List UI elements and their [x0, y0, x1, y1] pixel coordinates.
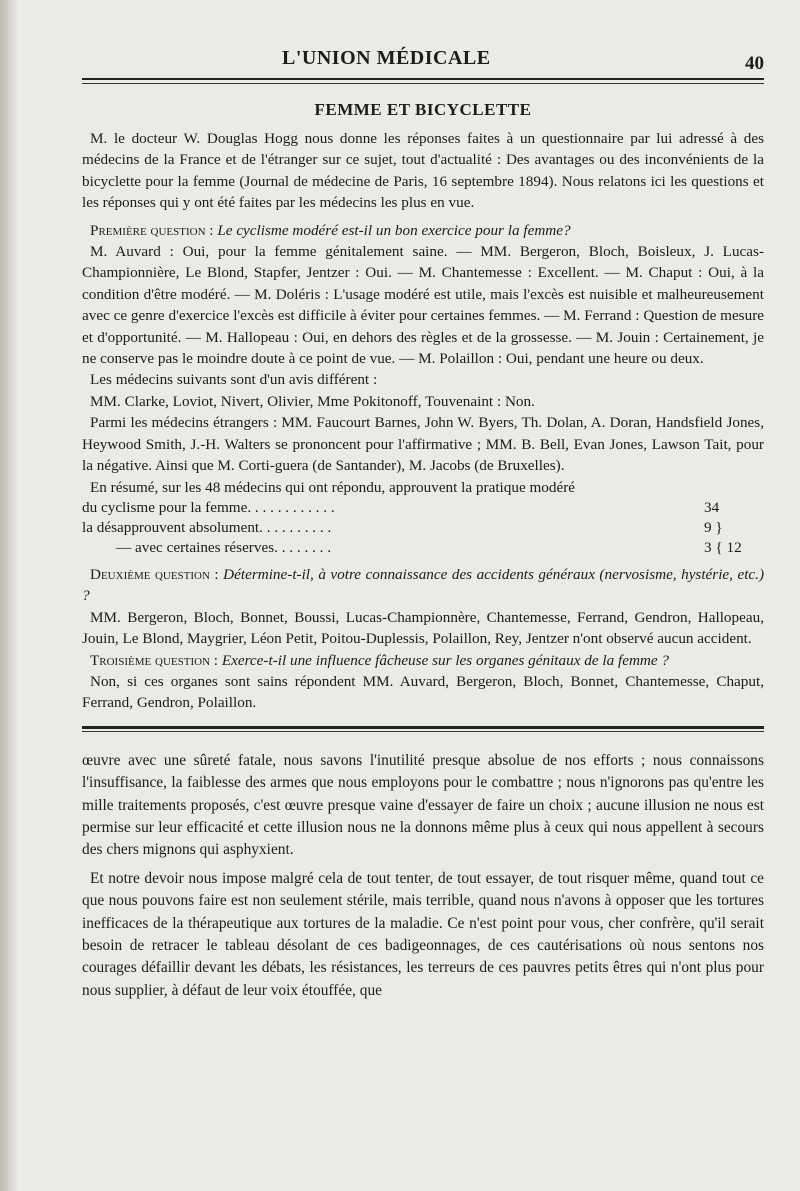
question-1 — [82, 220, 764, 241]
question-3-label: Troisième question : — [90, 651, 219, 669]
question-1-answers: M. Auvard : Oui, pour la femme génitalement saine. — MM. Bergeron, Bloch, Boisleux, J. Lucas-Championnière, Le Blond, Stapfer, Jentzer : Oui. — M. Chantemesse : Excellent. — M. Chaput : Oui, à la condition d'être modéré. — M. Doléris : L'usage modéré est utile, mais l'excès est nuisible et malheureusement avec ce genre d'exercice l'excès est difficile à éviter pour certaines femmes. — M. Ferrand : Question de mesure et d'opportunité. — M. Hallopeau : Oui, en dehors des règles et de la grossesse. — M. Jouin : Certainement, je ne conserve pas le moindre doute à ce point de vue. — M. Polaillon : Oui, pendant une heure ou deux. — [82, 243, 764, 368]
summary-row — [82, 498, 764, 518]
article-intro: M. le docteur W. Douglas Hogg nous donne les réponses faites à un questionnaire par lui adressé à des médecins de la France et de l'étranger sur ce sujet, tout d'actualité : Des avantages ou des inconvénients de la bicyclette pour la femme (Journal de médecine de Paris, 16 septembre 1894). Nous relatons ici les questions et les réponses qui y ont été faites par les médecins les plus en vue. — [82, 130, 764, 212]
summary-table — [82, 498, 764, 558]
question-2-text: Détermine-t-il, à votre connaissance des accidents généraux (nervosisme, hystérie, etc.) ? — [82, 565, 765, 605]
header-rule-thin — [82, 83, 764, 84]
page-header — [82, 0, 764, 76]
question-1-text: Le cyclisme modéré est-il un bon exercice pour la femme? — [217, 221, 571, 239]
question-2-answers: MM. Bergeron, Bloch, Bonnet, Boussi, Lucas-Championnère, Chantemesse, Ferrand, Gendron, Hallopeau, Jouin, Le Blond, Maygrier, Léon Petit, Poitou-Duplessis, Polaillon, Rey, Jentzer n'ont observé aucun accident. — [82, 608, 764, 648]
question-1-label: Première question : — [90, 221, 214, 239]
journal-title: L'UNION MÉDICALE — [282, 47, 491, 69]
summary-row — [82, 538, 764, 558]
continuation-paragraph: œuvre avec une sûreté fatale, nous savons l'inutilité presque absolue de nos efforts ; nous connaissons l'insuffisance, la faiblesse des armes que nous employons pour le combattre ; nous n'ignorons pas qu'entre les mille traitements proposés, c'est œuvre presque vaine d'essayer de faire un choix ; aucune illusion ne nous est permise sur leur efficacité et cette illusion nous ne la donnons même plus à ceux qui nous appellent à secours des chers mignons qui asphyxient. — [82, 751, 764, 859]
summary-row — [82, 518, 764, 538]
header-rule — [82, 78, 764, 80]
summary-label: — avec certaines réserves. . . . . . . . — [116, 538, 332, 556]
section-divider — [82, 726, 764, 732]
summary-value: 3 { 12 — [704, 538, 742, 556]
question-3 — [82, 650, 764, 671]
summary-value: 34 — [704, 498, 720, 516]
page-number: 40 — [745, 53, 764, 74]
question-1-dissent-list: MM. Clarke, Loviot, Nivert, Olivier, Mme Pokitonoff, Touvenaint : Non. — [90, 392, 535, 410]
article-title: FEMME ET BICYCLETTE — [314, 100, 532, 119]
question-2-label: Deuxième question : — [90, 565, 219, 583]
summary-label: du cyclisme pour la femme. . . . . . . . . . . . — [82, 498, 335, 516]
summary-value: 9 } — [704, 518, 723, 536]
question-3-answers: Non, si ces organes sont sains répondent MM. Auvard, Bergeron, Bloch, Bonnet, Chantemesse, Chaput, Ferrand, Gendron, Polaillon. — [82, 672, 764, 712]
question-2 — [82, 564, 764, 607]
summary-intro: En résumé, sur les 48 médecins qui ont répondu, approuvent la pratique modéré — [90, 478, 576, 496]
summary-label: la désapprouvent absolument. . . . . . . . . . — [82, 518, 332, 536]
continuation-paragraph: Et notre devoir nous impose malgré cela de tout tenter, de tout essayer, de tout risquer même, quand tout ce que nous pouvons faire est non seulement stérile, mais terrible, quand nous n'avons à opposer que les tortures inefficaces de la thérapeutique aux tortures de la maladie. Ce n'est point pour vous, cher confrère, qu'il serait besoin de retracer le tableau désolant de ces badigeonnages, de ces cautérisations où nous sentons nos courages défaillir devant les débats, les résistances, les terreurs de ces pauvres petits êtres qui n'ont plus pour nous supplier, à défaut de leur voix étouffée, que — [82, 869, 764, 999]
question-1-dissent-intro: Les médecins suivants sont d'un avis différent : — [90, 371, 378, 389]
page-edge-shadow — [0, 0, 18, 1191]
question-1-foreign: Parmi les médecins étrangers : MM. Faucourt Barnes, John W. Byers, Th. Dolan, A. Doran, Handsfield Jones, Heywood Smith, J.-H. Walters se prononcent pour l'affirmative ; MM. B. Bell, Evan Jones, Lawson Tait, pour la négative. Ainsi que M. Corti-guera (de Santander), M. Jacobs (de Bruxelles). — [82, 414, 764, 475]
question-3-text: Exerce-t-il une influence fâcheuse sur les organes génitaux de la femme ? — [221, 651, 670, 669]
continuation-text — [82, 750, 764, 1002]
